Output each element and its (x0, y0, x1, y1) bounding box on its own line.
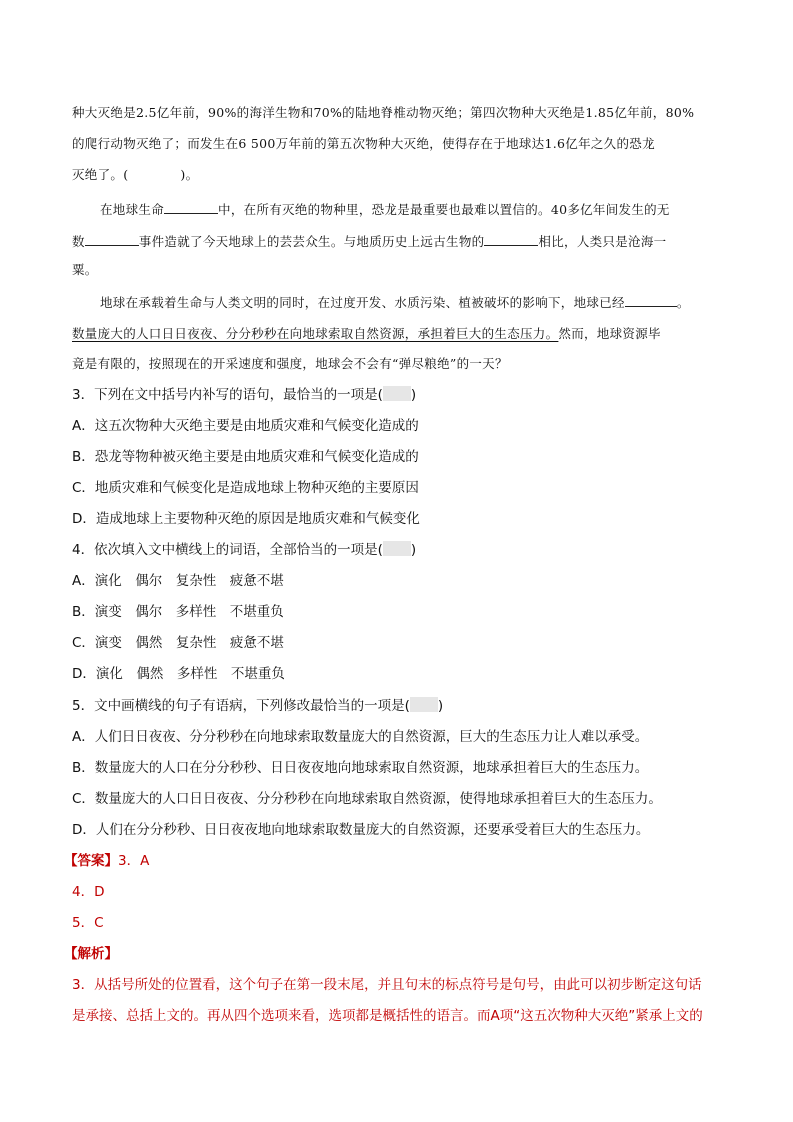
passage-text: 种大灭绝是2.5亿年前，90%的海洋生物和70%的陆地脊椎动物灭绝；第四次物种大灭绝是1.85亿年前，80% (72, 105, 695, 120)
passage-text: 数 (72, 234, 85, 249)
passage-text: 然而，地球资源毕 (558, 326, 661, 341)
option-3b: B．恐龙等物种被灭绝主要是由地质灾难和气候变化造成的 (72, 449, 419, 465)
question-text: ) (410, 387, 417, 403)
question-text: 3．下列在文中括号内补写的语句，最恰当的一项是( (72, 387, 383, 403)
option-5b: B．数量庞大的人口在分分秒秒、日日夜夜地向地球索取自然资源，地球承担着巨大的生态压力。 (72, 760, 649, 776)
option-5c: C．数量庞大的人口日日夜夜、分分秒秒在向地球索取自然资源，使得地球承担着巨大的生态压力。 (72, 791, 662, 807)
analysis-tag-line (64, 944, 724, 964)
question-stem-5 (72, 696, 732, 716)
answer-5: 5．C (72, 915, 104, 931)
passage-text: 。 (676, 295, 690, 310)
fill-blank (484, 231, 538, 246)
analysis-text: 是承接、总括上文的。再从四个选项来看，选项都是概括性的语言。而A项“这五次物种大灭绝”紧承上文的 (72, 1008, 703, 1024)
passage-line (100, 292, 732, 313)
passage-text: 在地球生命 (100, 202, 165, 217)
passage-line (72, 231, 732, 252)
option-5d: D．人们在分分秒秒、日日夜夜地向地球索取数量庞大的自然资源，还要承受着巨大的生态压力。 (72, 822, 650, 838)
option-4d: D．演化 偶然 多样性 不堪重负 (72, 666, 285, 682)
passage-text: 竟是有限的，按照现在的开采速度和强度，地球会不会有“弹尽粮绝”的一天？ (72, 356, 508, 371)
answer-box (383, 386, 411, 401)
option-3d: D．造成地球上主要物种灭绝的原因是地质灾难和气候变化 (72, 511, 420, 527)
passage-line (72, 134, 732, 154)
option-4b: B．演变 偶尔 多样性 不堪重负 (72, 604, 284, 620)
question-text: ) (437, 698, 444, 714)
passage-text: 粟。 (72, 262, 98, 277)
passage-text: 地球在承载着生命与人类文明的同时，在过度开发、水质污染、植被破坏的影响下，地球已经 (100, 295, 625, 310)
answer-box (383, 541, 411, 556)
fill-blank (85, 231, 139, 246)
answer-tag: 【答案】 (64, 853, 118, 869)
option-3a: A．这五次物种大灭绝主要是由地质灾难和气候变化造成的 (72, 418, 419, 434)
passage-line (72, 165, 732, 185)
answer-box (410, 697, 438, 712)
passage-line (72, 354, 732, 374)
passage-line (72, 260, 732, 280)
passage-line (72, 103, 732, 123)
answer-4: 4．D (72, 884, 105, 900)
passage-text: 的爬行动物灭绝了；而发生在6 500万年前的第五次物种大灭绝，使得存在于地球达1.6亿年之久的恐龙 (72, 136, 655, 151)
question-text: 4．依次填入文中横线上的词语，全部恰当的一项是( (72, 542, 383, 558)
underlined-sentence: 数量庞大的人口日日夜夜、分分秒秒在向地球索取自然资源，承担着巨大的生态压力。 (72, 326, 559, 341)
fill-blank (164, 199, 218, 214)
question-stem-4 (72, 540, 732, 560)
question-text: ) (410, 542, 417, 558)
passage-line (72, 324, 732, 344)
passage-text: 事件造就了今天地球上的芸芸众生。与地质历史上远古生物的 (138, 234, 485, 249)
passage-text: 相比，人类只是沧海一 (538, 234, 667, 249)
passage-text: 中，在所有灭绝的物种里，恐龙是最重要也最难以置信的。40多亿年间发生的无 (218, 202, 670, 217)
analysis-tag: 【解析】 (64, 946, 118, 962)
passage-text: )。 (180, 167, 199, 182)
fill-blank (625, 292, 677, 307)
option-4a: A．演化 偶尔 复杂性 疲惫不堪 (72, 573, 284, 589)
analysis-text: 3．从括号所处的位置看，这个句子在第一段末尾，并且句末的标点符号是句号，由此可以初步断定这句话 (72, 977, 702, 993)
question-stem-3 (72, 385, 732, 405)
option-5a: A．人们日日夜夜、分分秒秒在向地球索取数量庞大的自然资源，巨大的生态压力让人难以承受。 (72, 729, 649, 745)
question-text: 5．文中画横线的句子有语病，下列修改最恰当的一项是( (72, 698, 410, 714)
option-4c: C．演变 偶然 复杂性 疲惫不堪 (72, 635, 284, 651)
answer-3: 3．A (118, 853, 150, 869)
answer-line (64, 851, 724, 871)
option-3c: C．地质灾难和气候变化是造成地球上物种灭绝的主要原因 (72, 480, 419, 496)
passage-line (100, 199, 732, 220)
passage-text: 灭绝了。( (72, 167, 129, 182)
